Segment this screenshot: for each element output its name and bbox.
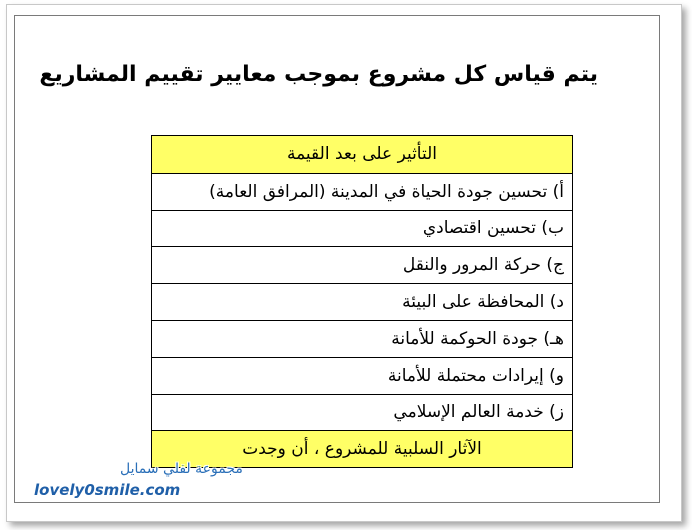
- table-row: ب) تحسين اقتصادي: [152, 210, 572, 247]
- table-row: ز) خدمة العالم الإسلامي: [152, 394, 572, 431]
- table-row: د) المحافظة على البيئة: [152, 283, 572, 320]
- watermark-arabic: مجموعة لفلي سمايل: [120, 461, 243, 477]
- table-row: هـ) جودة الحوكمة للأمانة: [152, 320, 572, 357]
- table-footer-row: الآثار السلبية للمشروع ، أن وجدت: [152, 430, 572, 467]
- table-row: أ) تحسين جودة الحياة في المدينة (المرافق العامة): [152, 173, 572, 210]
- table-row: و) إيرادات محتملة للأمانة: [152, 357, 572, 394]
- table-row: ج) حركة المرور والنقل: [152, 246, 572, 283]
- criteria-table: [151, 135, 573, 468]
- table-header-row: التأثير على بعد القيمة: [152, 136, 572, 173]
- slide-title: يتم قياس كل مشروع بموجب معايير تقييم المشاريع: [39, 62, 598, 87]
- watermark-url: lovely0smile.com: [34, 481, 181, 499]
